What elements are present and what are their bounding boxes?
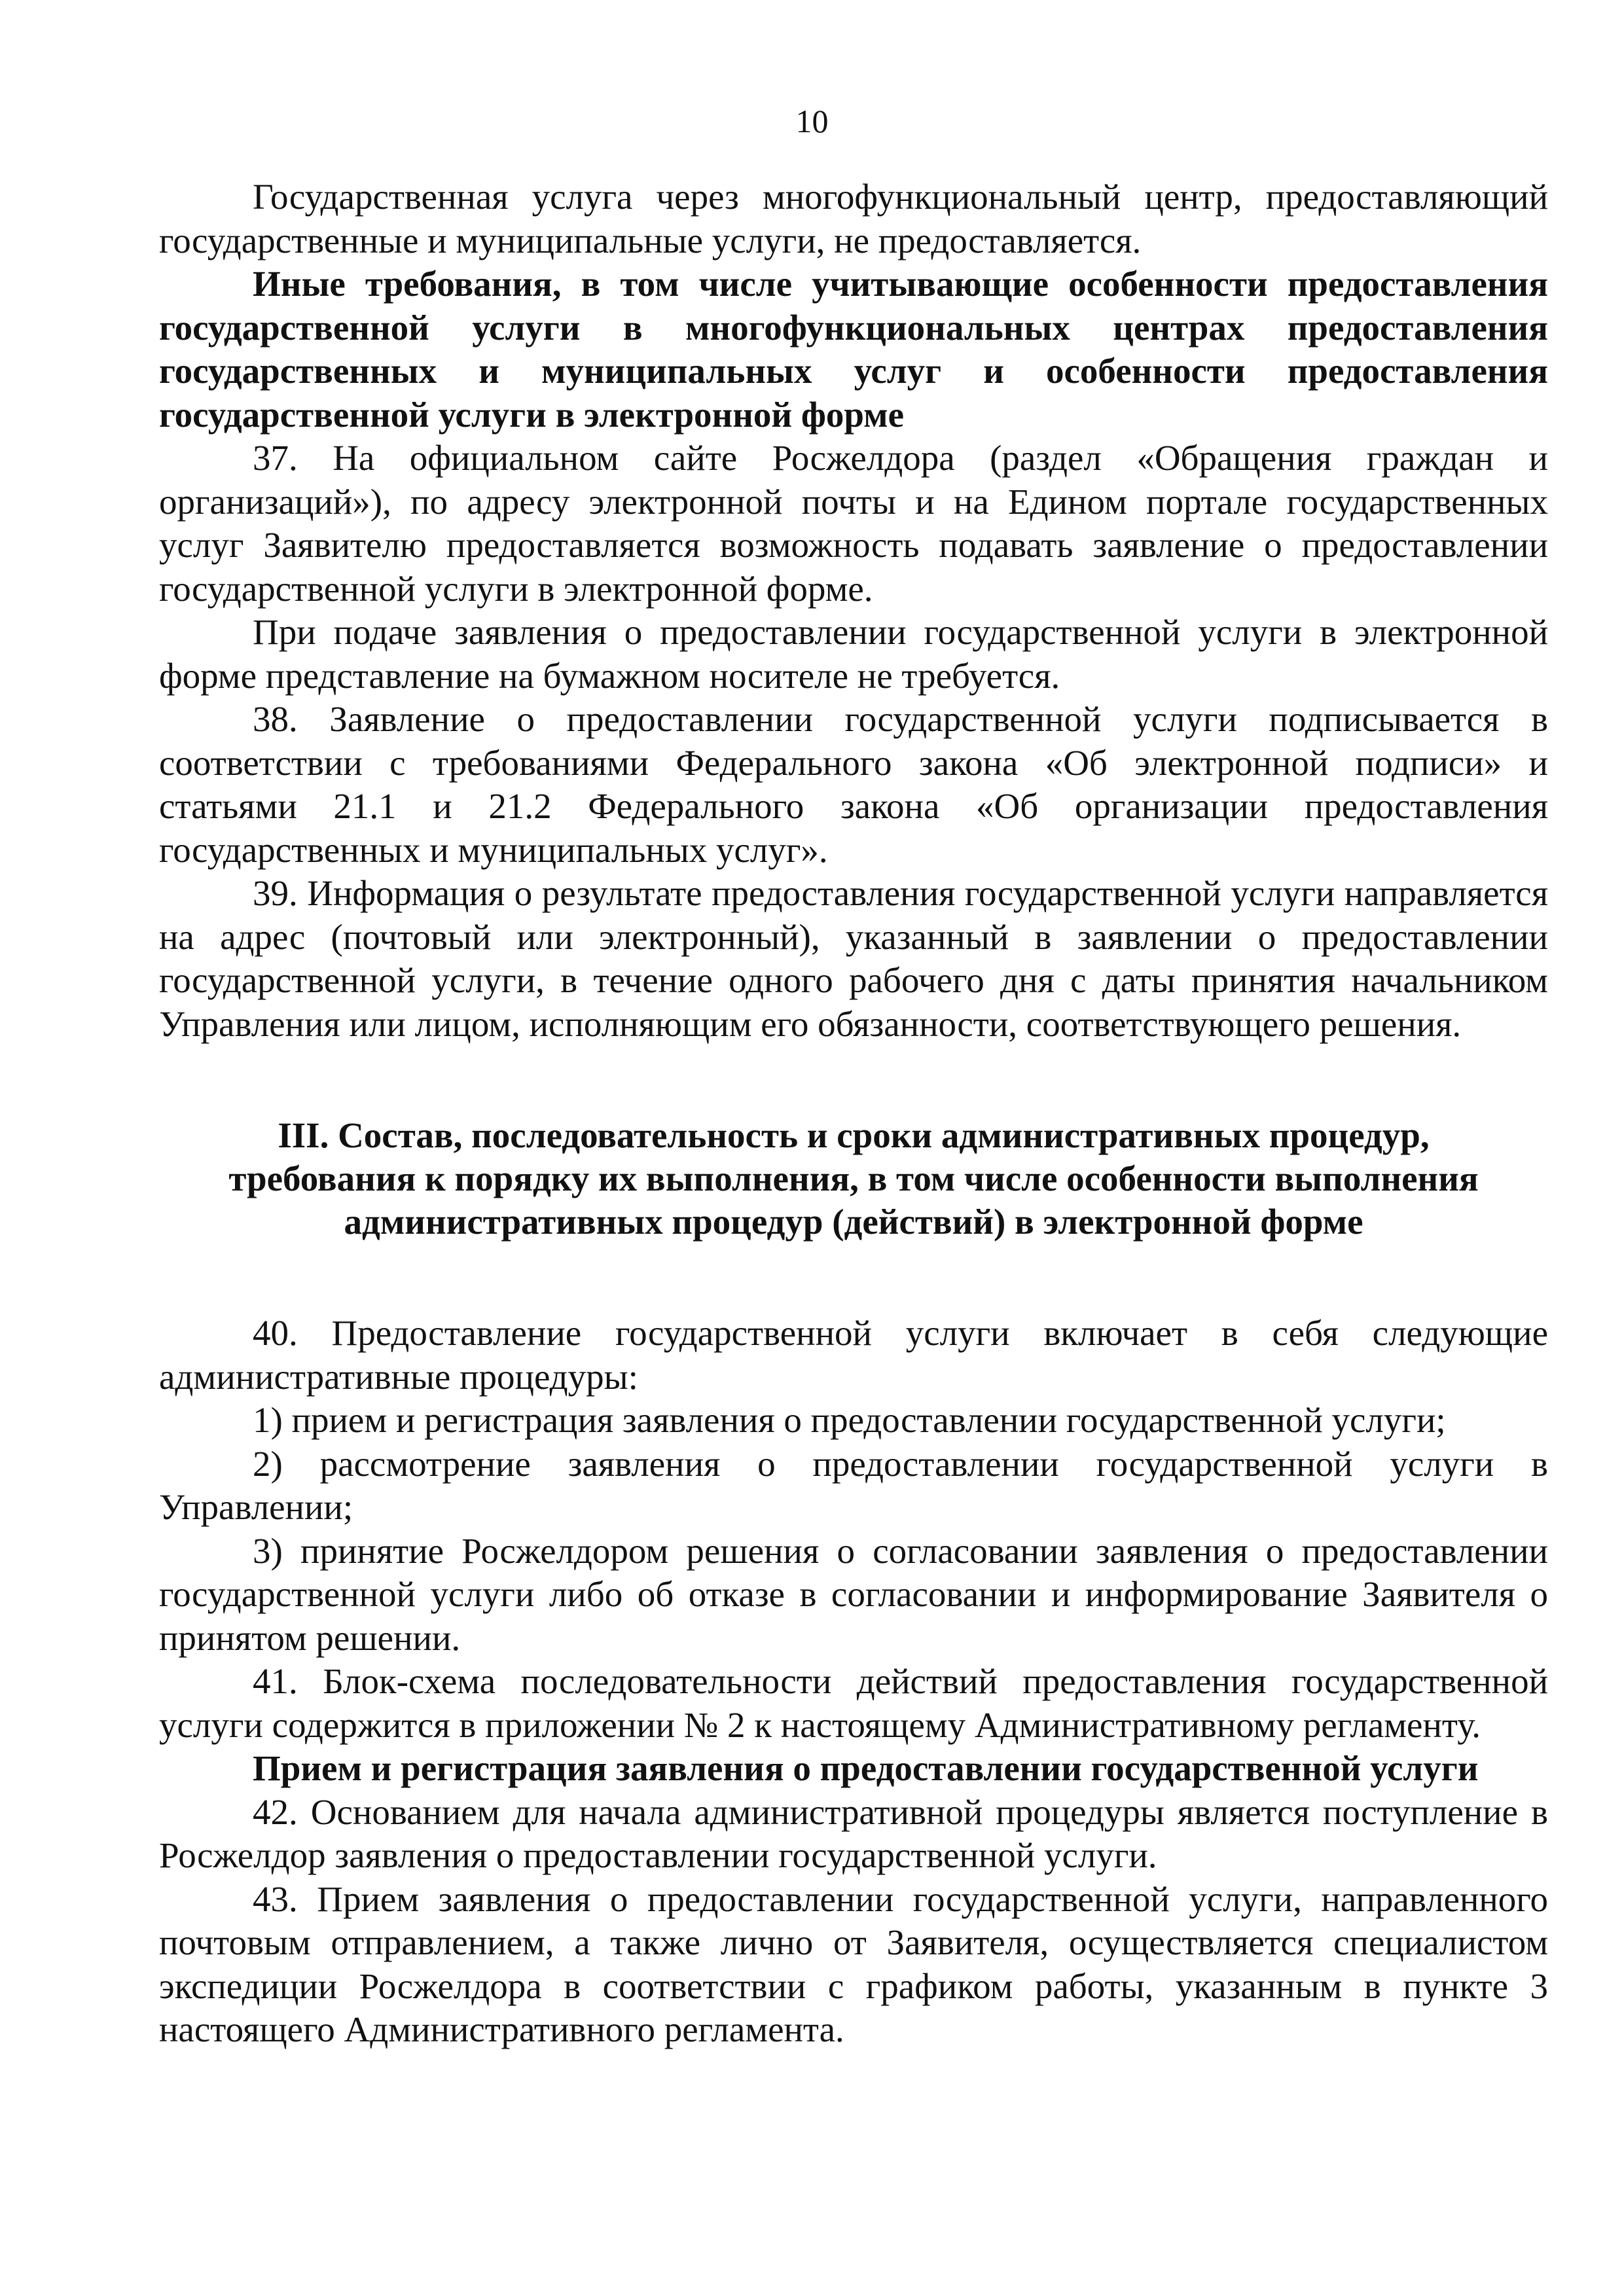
subheading-other-requirements: Иные требования, в том числе учитывающие особенности предоставления государственной услуги в многофункциональных центрах предоставления государственных и муниципальных услуг и особенности предоставления государственной услуги в электронной форме [159, 264, 1548, 435]
paragraph-42: 42. Основанием для начала административной процедуры является поступление в Росжелдор заявления о предоставлении государственной услуги. [159, 1791, 1548, 1875]
page-number: 10 [795, 103, 829, 139]
paragraph-43: 43. Прием заявления о предоставлении государственной услуги, направленного почтовым отправлением, а также лично от Заявителя, осуществляется специалистом экспедиции Росжелдора в соответствии с графиком работы, указанным в пункте 3 настоящего Административного регламента. [159, 1878, 1548, 2049]
paragraph-37: 37. На официальном сайте Росжелдора (раздел «Обращения граждан и организаций»), по адресу электронной почты и на Едином портале государственных услуг Заявителю предоставляется возможность подавать заявление о предоставлении государственной услуги в электронной форме. [159, 438, 1548, 609]
list-item-40-2: 2) рассмотрение заявления о предоставлении государственной услуги в Управлении; [159, 1443, 1548, 1527]
list-item-40-1: 1) прием и регистрация заявления о предоставлении государственной услуги; [253, 1400, 1446, 1440]
paragraph-41: 41. Блок-схема последовательности действий предоставления государственной услуги содержится в приложении № 2 к настоящему Административному регламенту. [159, 1661, 1548, 1745]
document-body [159, 175, 1548, 2052]
paragraph-39: 39. Информация о результате предоставления государственной услуги направляется на адрес (почтовый или электронный), указанный в заявлении о предоставлении государственной услуги, в течение одного рабочего дня с даты принятия начальником Управления или лицом, исполняющим его обязанности, соответствующего решения. [159, 873, 1548, 1044]
section-heading-iii [159, 1114, 1548, 1244]
subheading-reception: Прием и регистрация заявления о предоставлении государственной услуги [253, 1748, 1479, 1788]
paragraph-37-continued: При подаче заявления о предоставлении государственной услуги в электронной форме представление на бумажном носителе не требуется. [159, 612, 1548, 696]
paragraph-40: 40. Предоставление государственной услуги включает в себя следующие административные процедуры: [159, 1313, 1548, 1397]
section-heading-line: требования к порядку их выполнения, в том числе особенности выполнения [228, 1158, 1479, 1198]
section-heading-line: III. Состав, последовательность и сроки административных процедур, [278, 1115, 1430, 1155]
paragraph-mfc: Государственная услуга через многофункциональный центр, предоставляющий государственные и муниципальные услуги, не предоставляется. [159, 177, 1548, 260]
list-item-40-3: 3) принятие Росжелдором решения о согласовании заявления о предоставлении государственной услуги либо об отказе в согласовании и информирование Заявителя о принятом решении. [159, 1530, 1548, 1658]
paragraph-38: 38. Заявление о предоставлении государственной услуги подписывается в соответствии с требованиями Федерального закона «Об электронной подписи» и статьями 21.1 и 21.2 Федерального закона «Об организации предоставления государственных и муниципальных услуг». [159, 699, 1548, 870]
section-heading-line: административных процедур (действий) в электронной форме [344, 1202, 1363, 1242]
